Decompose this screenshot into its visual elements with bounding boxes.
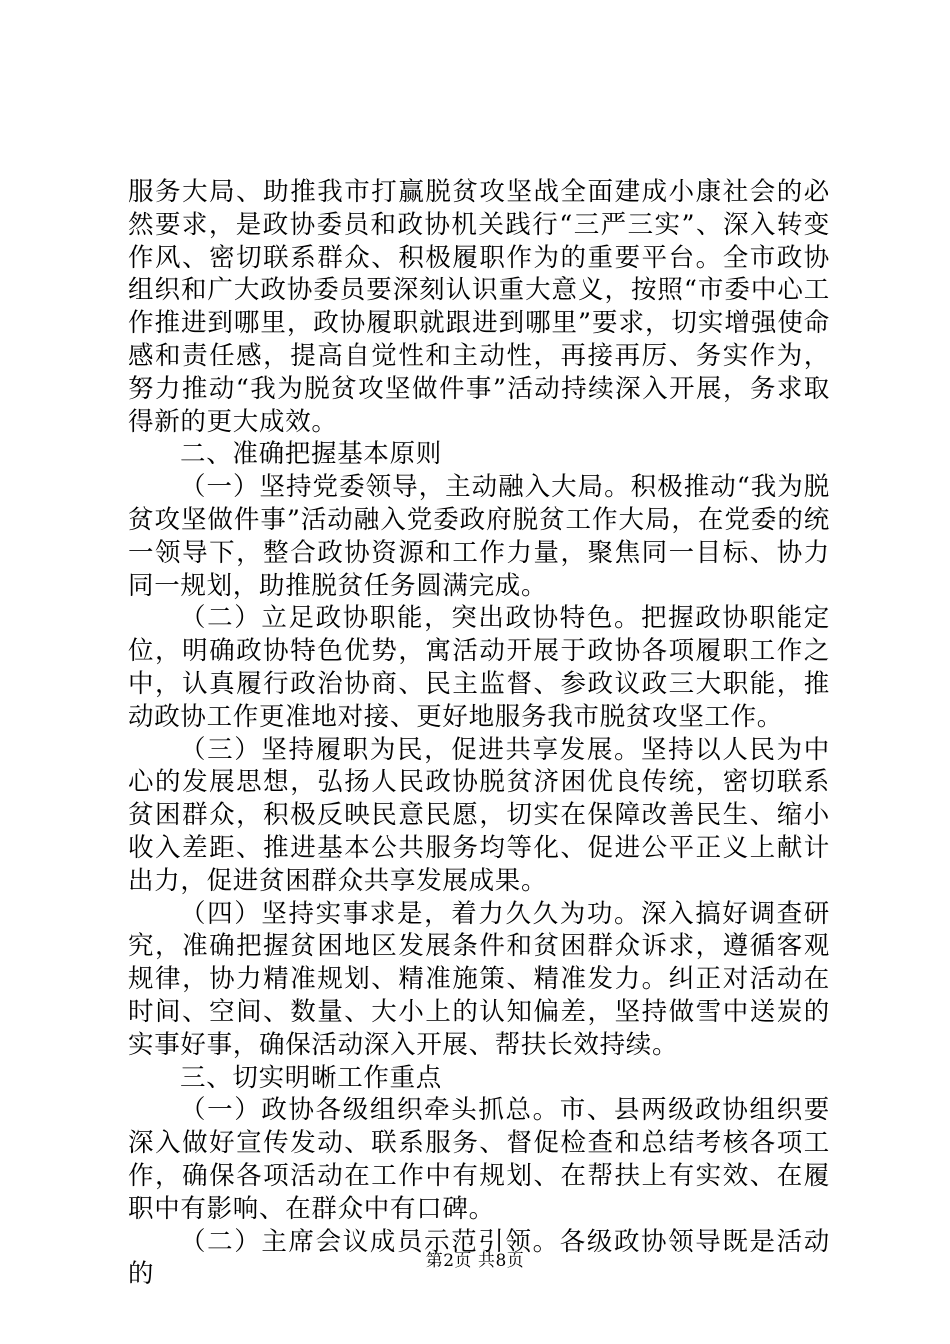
paragraph-continuation: 服务大局、助推我市打赢脱贫攻坚战全面建成小康社会的必然要求，是政协委员和政协机关践行“三严三实”、深入转变作风、密切联系群众、积极履职作为的重要平台。全市政协组织和广大政协委员要深刻认识重大意义，按照“市委中心工作推进到哪里，政协履职就跟进到哪里”要求，切实增强使命感和责任感，提高自觉性和主动性，再接再厉、务实作为，努力推动“我为脱贫攻坚做件事”活动持续深入开展，务求取得新的更大成效。 <box>128 177 830 437</box>
paragraph-cppcc-functions: （二）立足政协职能，突出政协特色。把握政协职能定位，明确政协特色优势，寓活动开展于政协各项履职工作之中，认真履行政治协商、民主监督、参政议政三大职能，推动政协工作更准地对接、更好地服务我市脱贫攻坚工作。 <box>128 603 830 732</box>
paragraph-chairmen-example: （二）主席会议成员示范引领。各级政协领导既是活动的 <box>128 1226 830 1290</box>
page-number-footer: 第2页 共8页 <box>425 1251 525 1271</box>
document-body <box>128 176 830 1291</box>
paragraph-party-leadership: （一）坚持党委领导，主动融入大局。积极推动“我为脱贫攻坚做件事”活动融入党委政府脱贫工作大局，在党委的统一领导下，整合政协资源和工作力量，聚焦同一目标、协力同一规划，助推脱贫任务圆满完成。 <box>128 472 830 601</box>
paragraph-serve-people: （三）坚持履职为民，促进共享发展。坚持以人民为中心的发展思想，弘扬人民政协脱贫济困优良传统，密切联系贫困群众，积极反映民意民愿，切实在保障改善民生、缩小收入差距、推进基本公共服务均等化、促进公平正义上献计出力，促进贫困群众共享发展成果。 <box>128 734 830 896</box>
section-heading-basic-principles: 二、准确把握基本原则 <box>180 439 443 470</box>
paragraph-seek-truth: （四）坚持实事求是，着力久久为功。深入搞好调查研究，准确把握贫困地区发展条件和贫困群众诉求，遵循客观规律，协力精准规划、精准施策、精准发力。纠正对活动在时间、空间、数量、大小上的认知偏差，坚持做雪中送炭的实事好事，确保活动深入开展、帮扶长效持续。 <box>128 898 830 1060</box>
paragraph-organizations-lead: （一）政协各级组织牵头抓总。市、县两级政协组织要深入做好宣传发动、联系服务、督促检查和总结考核各项工作，确保各项活动在工作中有规划、在帮扶上有实效、在履职中有影响、在群众中有口碑。 <box>128 1095 830 1224</box>
section-heading-work-priorities: 三、切实明晰工作重点 <box>180 1062 443 1093</box>
